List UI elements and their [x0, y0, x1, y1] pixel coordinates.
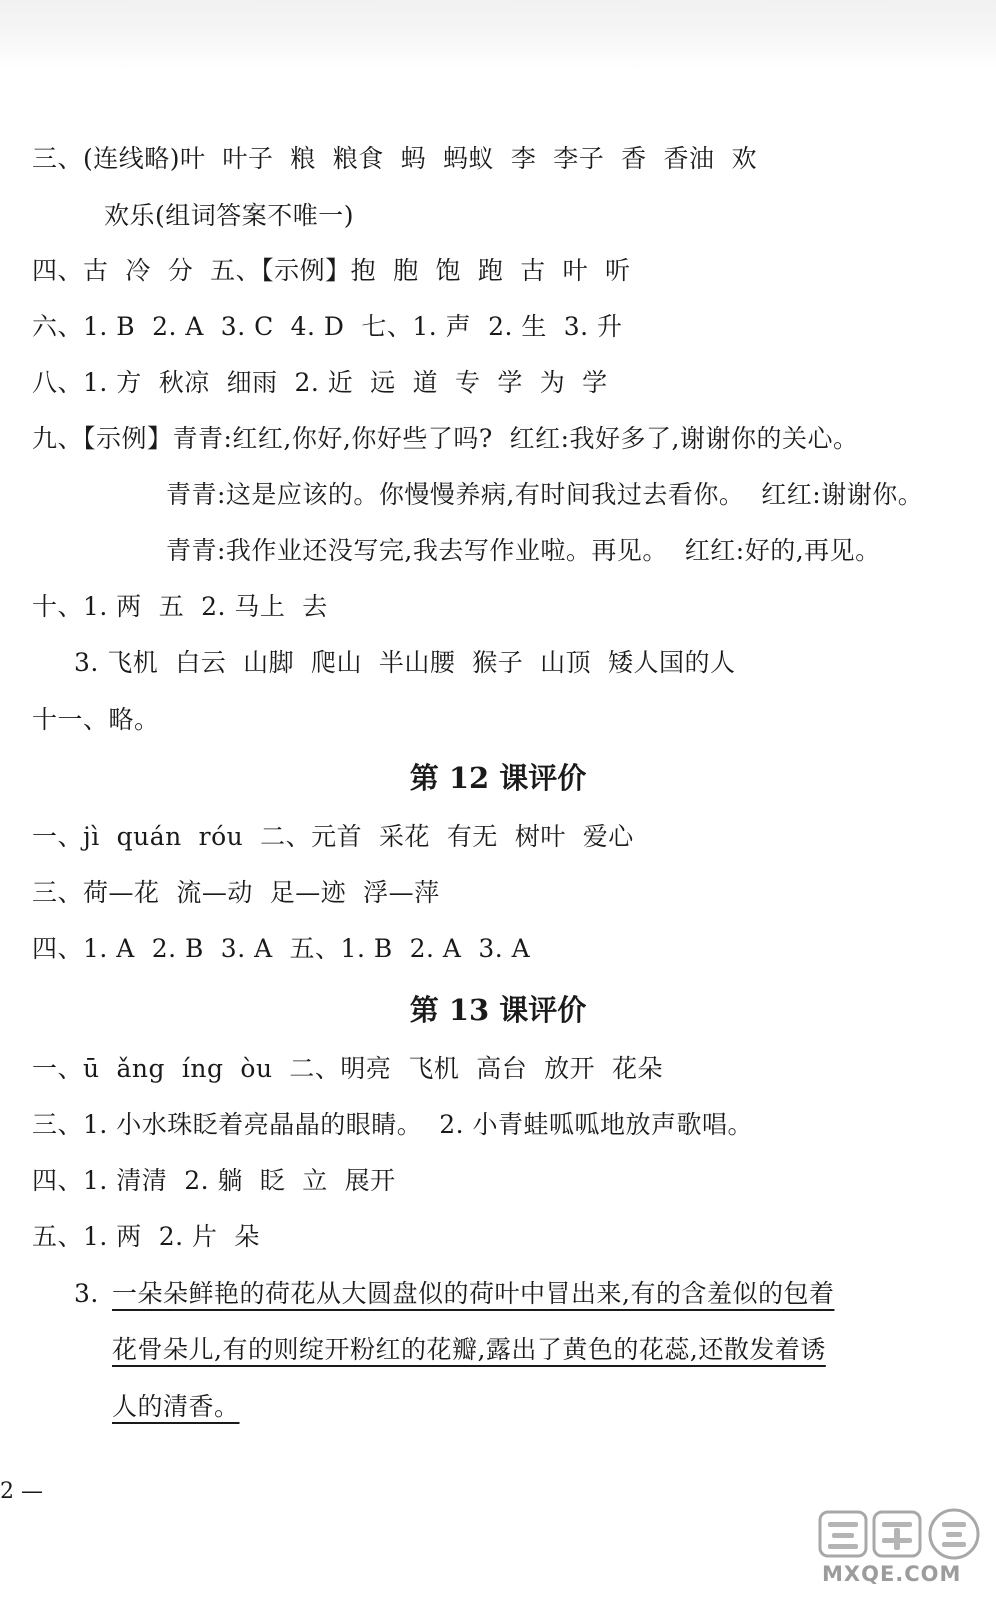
- lesson-13-line-3: 四、1. 清清 2. 躺 眨 立 展开: [32, 1166, 396, 1195]
- scan-top-edge: [0, 0, 996, 70]
- answer-line-9-cont-1: 青青:这是应该的。你慢慢养病,有时间我过去看你。 红红:谢谢你。: [166, 480, 924, 509]
- answer-line-11: 十一、略。: [32, 705, 160, 734]
- answer-line-9-cont-2: 青青:我作业还没写完,我去写作业啦。再见。 红红:好的,再见。: [166, 536, 881, 565]
- answer-line-10-3: 3. 飞机 白云 山脚 爬山 半山腰 猴子 山顶 矮人国的人: [74, 648, 736, 677]
- answer-line-3: 三、(连线略)叶 叶子 粮 粮食 蚂 蚂蚁 李 李子 香 香油 欢: [32, 144, 757, 173]
- answer-line-4-5: 四、古 冷 分 五、【示例】抱 胞 饱 跑 古 叶 听: [32, 256, 631, 285]
- watermark: [816, 1506, 988, 1592]
- answer-line-10: 十、1. 两 五 2. 马上 去: [32, 592, 328, 621]
- lesson-12-line-3: 四、1. A 2. B 3. A 五、1. B 2. A 3. A: [32, 934, 531, 963]
- answer-line-3-cont: 欢乐(组词答案不唯一): [104, 201, 355, 230]
- answer-line-9: 九、【示例】青青:红红,你好,你好些了吗? 红红:我好多了,谢谢你的关心。: [32, 424, 859, 453]
- lesson-12-line-1: 一、jì quán róu 二、元首 采花 有无 树叶 爱心: [32, 822, 634, 851]
- lesson-13-underlined-answer-3: 人的清香。: [112, 1392, 240, 1421]
- lesson-13-underlined-answer-1: 一朵朵鲜艳的荷花从大圆盘似的荷叶中冒出来,有的含羞似的包着: [112, 1279, 835, 1308]
- answer-line-6-7: 六、1. B 2. A 3. C 4. D 七、1. 声 2. 生 3. 升: [32, 312, 623, 341]
- lesson-13-answer-number: 3.: [74, 1279, 99, 1308]
- lesson-12-line-2: 三、荷—花 流—动 足—迹 浮—萍: [32, 878, 440, 907]
- lesson-13-line-1: 一、ū ǎng íng òu 二、明亮 飞机 高台 放开 花朵: [32, 1054, 664, 1083]
- lesson-13-underlined-answer-2: 花骨朵儿,有的则绽开粉红的花瓣,露出了黄色的花蕊,还散发着诱: [112, 1335, 826, 1364]
- lesson-12-title: 第 12 课评价: [409, 761, 587, 795]
- watermark-site: MXQE.COM: [822, 1562, 962, 1586]
- answer-line-8: 八、1. 方 秋凉 细雨 2. 近 远 道 专 学 为 学: [32, 368, 608, 397]
- lesson-13-line-2: 三、1. 小水珠眨着亮晶晶的眼睛。 2. 小青蛙呱呱地放声歌唱。: [32, 1110, 753, 1139]
- lesson-13-title: 第 13 课评价: [409, 993, 587, 1027]
- page-number: 2 —: [0, 1479, 43, 1504]
- lesson-13-line-4: 五、1. 两 2. 片 朵: [32, 1222, 260, 1251]
- watermark-logo-icon: [816, 1506, 988, 1562]
